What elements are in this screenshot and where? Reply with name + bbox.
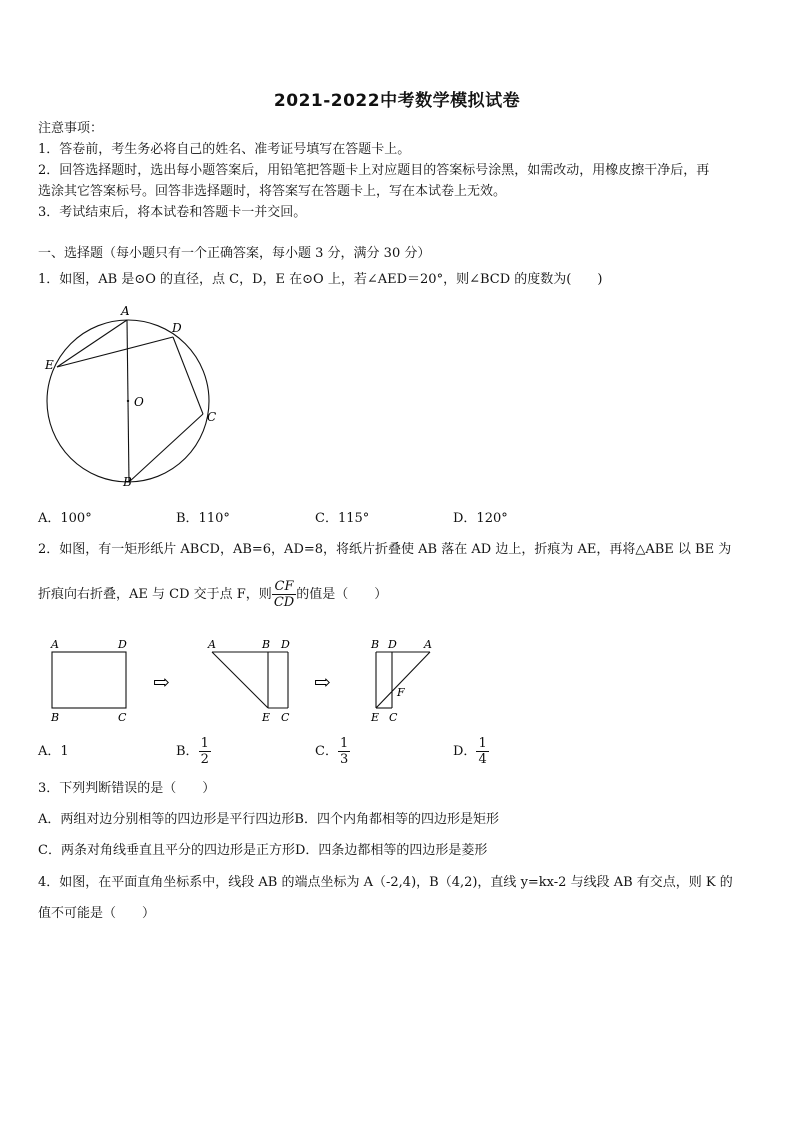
fig1-label-a: A [51,638,59,651]
q1-option-c: C．115° [315,511,370,526]
fig1-label-d: D [118,638,127,651]
fraction-denominator: 4 [478,752,487,767]
fig3-label-b: B [371,638,380,651]
option-c-fraction [338,736,350,767]
q2-option-c [315,733,350,771]
fraction-numerator: 1 [339,736,349,751]
option-b-fraction [199,736,211,767]
q2-option-b [176,733,211,771]
arrow-icon: ⇨ [314,670,331,694]
fraction-denominator: 2 [200,752,209,767]
q2-option-a: A．1 [38,744,69,759]
q2-option-d [453,733,489,771]
label-b: B [123,475,132,489]
rectangle-abcd [52,652,126,708]
fraction-numerator: 1 [200,736,209,751]
question-3-stem: 3．下列判断错误的是（ ） [38,781,216,796]
segment-dc [173,337,203,414]
fraction-numerator: 1 [478,736,487,751]
question-4-stem: 4．如图，在平面直角坐标系中，线段 AB 的端点坐标为 A（-2,4)，B（4,2)，直线 y=kx-2 与线段 AB 有交点，则 K 的 [38,875,733,890]
q3-options-ab: A．两组对边分别相等的四边形是平行四边形B．四个内角都相等的四边形是矩形 [38,812,499,827]
circle-figure [40,300,230,495]
center-point [127,400,129,402]
label-d: D [172,321,182,335]
fig3-label-c: C [389,711,398,724]
fig2-crease-ae [212,652,268,708]
fig2-label-e: E [262,711,271,724]
fig3-label-f: F [397,686,405,699]
q3-options-cd: C．两条对角线垂直且平分的四边形是正方形D．四条边都相等的四边形是菱形 [38,843,488,858]
q1-option-b: B．110° [176,511,230,526]
notice-item-2-cont: 选涂其它答案标号。回答非选择题时，将答案写在答题卡上，写在本试卷上无效。 [38,184,507,199]
cf-cd-fraction [272,579,296,610]
label-e: E [45,358,54,372]
fig1-label-b: B [51,711,60,724]
option-d-fraction [476,736,488,767]
fig3-label-a: A [424,638,432,651]
segment-ed [57,337,173,367]
notice-heading: 注意事项： [38,121,104,136]
fig1-label-c: C [118,711,127,724]
fig2-label-a: A [208,638,216,651]
question-2-stem: 2．如图，有一矩形纸片 ABCD，AB=6，AD=8，将纸片折叠使 AB 落在 AD 边上，折痕为 AE，再将△ABE 以 BE 为 [38,542,732,557]
notice-item-3: 3．考试结束后，将本试卷和答题卡一并交回。 [38,205,307,220]
fraction-numerator: CF [272,579,296,595]
fig2-label-d: D [281,638,290,651]
segment-cb [129,414,203,482]
question-4-stem-cont: 值不可能是（ ） [38,906,156,921]
fraction-denominator: CD [273,595,295,610]
fig3-ea [376,652,430,708]
q1-option-d: D．120° [453,511,508,526]
label-o: O [134,395,144,409]
label-a: A [121,304,130,318]
fig3-label-e: E [371,711,380,724]
fig2-label-c: C [281,711,290,724]
q2-stem-prefix: 折痕向右折叠，AE 与 CD 交于点 F，则 [38,587,272,602]
q2-stem-suffix: 的值是（ ） [296,587,388,602]
q2-option-d-label: D． [453,744,477,759]
fraction-denominator: 3 [339,752,349,767]
fig2-label-b: B [262,638,271,651]
label-c: C [207,410,217,424]
q1-option-a: A．100° [38,511,92,526]
arrow-icon: ⇨ [153,670,170,694]
q2-option-c-label: C． [315,744,338,759]
question-2-stem-cont [38,577,387,613]
fold-figures [40,632,450,727]
page-title: 2021-2022中考数学模拟试卷 [273,91,521,111]
notice-item-2: 2．回答选择题时，选出每小题答案后，用铅笔把答题卡上对应题目的答案标号涂黑，如需改动，用橡皮擦干净后，再 [38,163,710,178]
notice-item-1: 1．答卷前，考生务必将自己的姓名、准考证号填写在答题卡上。 [38,142,411,157]
fig3-label-d: D [388,638,397,651]
question-1-stem: 1．如图，AB 是⊙O 的直径，点 C，D，E 在⊙O 上，若∠AED＝20°，则∠BCD 的度数为( ) [38,272,603,287]
segment-ae [57,320,127,367]
q2-option-b-label: B． [176,744,199,759]
section-heading: 一、选择题（每小题只有一个正确答案，每小题 3 分，满分 30 分） [38,246,431,261]
